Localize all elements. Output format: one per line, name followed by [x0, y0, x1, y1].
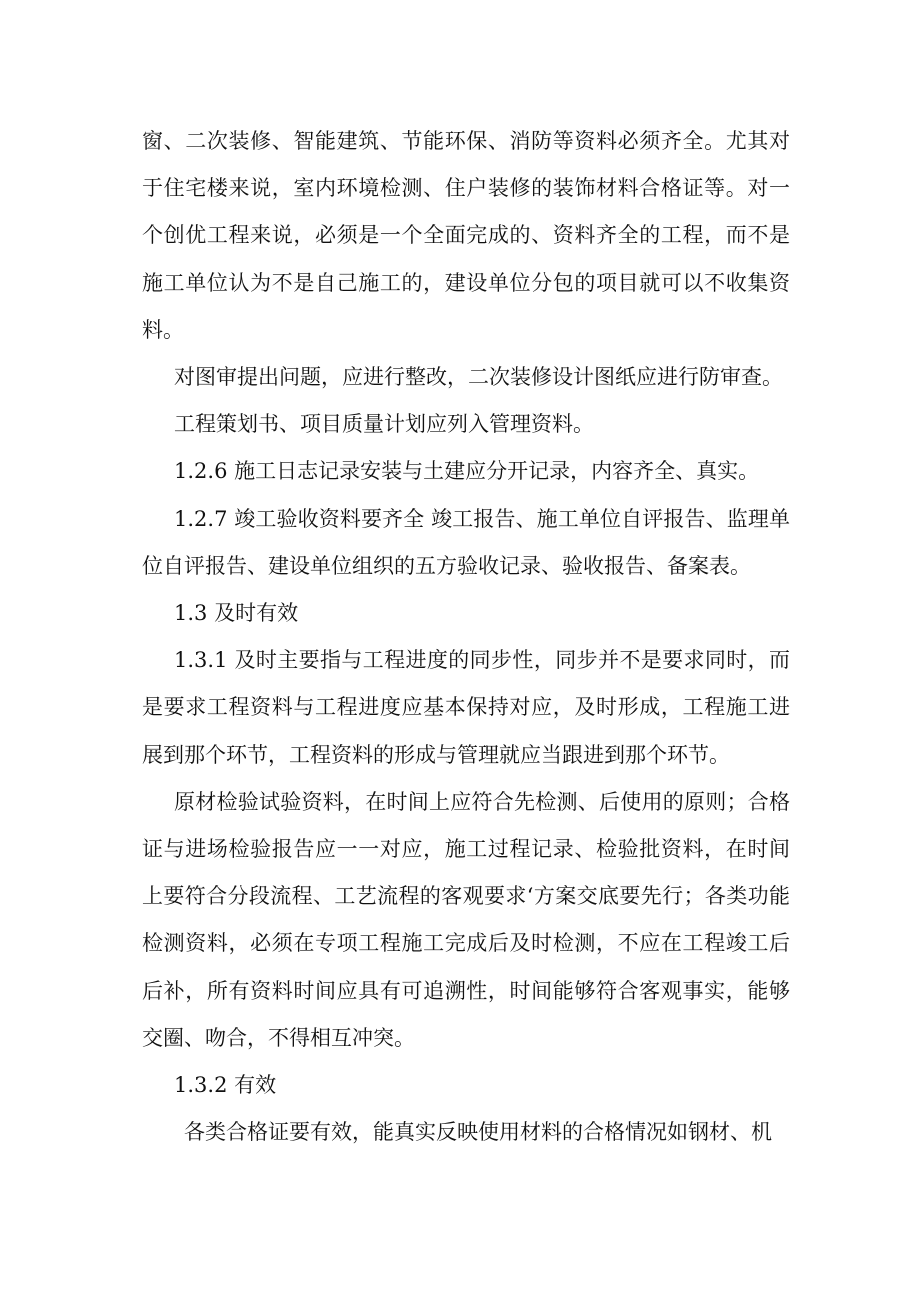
- paragraph-drawing-review: 对图审提出问题，应进行整改，二次装修设计图纸应进行防审查。: [174, 365, 783, 390]
- paragraph-1-2-7: 1.2.7 竣工验收资料要齐全 竣工报告、施工单位自评报告、监理单位自评报告、建设单位组织的五方验收记录、验收报告、备案表。: [142, 506, 790, 578]
- document-body: [142, 118, 790, 1156]
- paragraph-1-2-6: 1.2.6 施工日志记录安装与土建应分开记录，内容齐全、真实。: [174, 459, 760, 484]
- heading-1-3: 1.3 及时有效: [174, 601, 299, 626]
- paragraph-continuation: 窗、二次装修、智能建筑、节能环保、消防等资料必须齐全。尤其对于住宅楼来说，室内环境检测、住户装修的装饰材料合格证等。对一个创优工程来说，必须是一个全面完成的、资料齐全的工程，而不是施工单位认为不是自己施工的，建设单位分包的项目就可以不收集资料。: [142, 129, 790, 342]
- heading-1-3-2: 1.3.2 有效: [174, 1073, 277, 1098]
- paragraph-raw-materials: 原材检验试验资料，在时间上应符合先检测、后使用的原则；合格证与进场检验报告应一一对应，施工过程记录、检验批资料，在时间上要符合分段流程、工艺流程的客观要求‘方案交底要先行；各类功能检测资料，必须在专项工程施工完成后及时检测，不应在工程竣工后后补，所有资料时间应具有可追溯性，时间能够符合客观事实，能够交圈、吻合，不得相互冲突。: [142, 789, 790, 1050]
- paragraph-1-3-1: 1.3.1 及时主要指与工程进度的同步性，同步并不是要求同时，而是要求工程资料与工程进度应基本保持对应，及时形成，工程施工进展到那个环节，工程资料的形成与管理就应当跟进到那个环节。: [142, 648, 790, 767]
- paragraph-planning: 工程策划书、项目质量计划应列入管理资料。: [174, 412, 594, 437]
- paragraph-certificates: 各类合格证要有效，能真实反映使用材料的合格情况如钢材、机: [184, 1120, 772, 1145]
